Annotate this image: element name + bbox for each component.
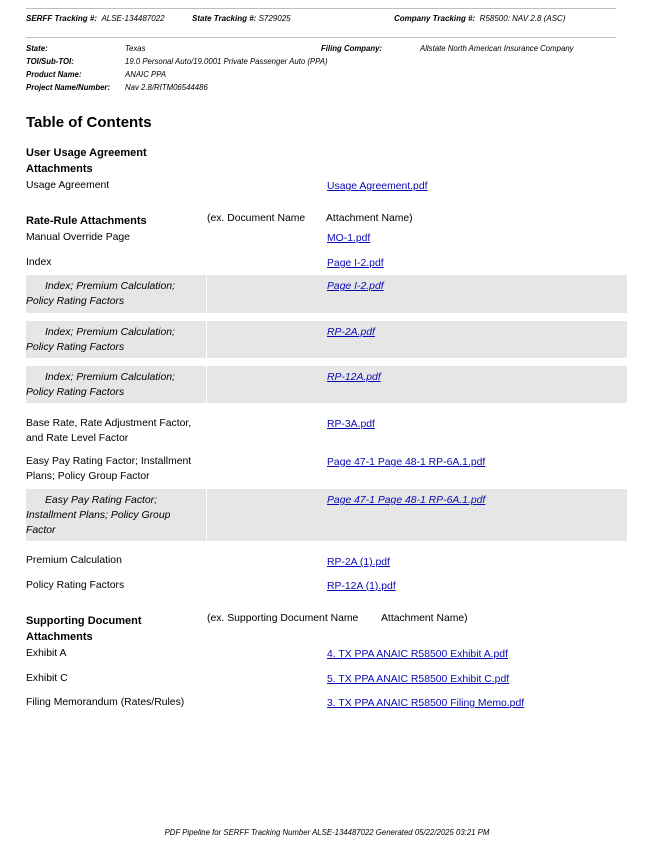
sub-row-rp-12a: [26, 366, 627, 403]
state-tracking-value: S729025: [258, 14, 291, 23]
supporting-col-attachment: Attachment Name): [381, 613, 468, 624]
top-rule: [26, 8, 616, 9]
exhibit-c-label: Exhibit C: [26, 673, 68, 684]
supporting-heading: [26, 613, 142, 645]
index-label: Index: [26, 257, 52, 268]
page-footer: PDF Pipeline for SERFF Tracking Number ALSE-134487022 Generated 05/22/2025 03:21 PM: [164, 828, 490, 837]
usage-agreement-label: Usage Agreement: [26, 180, 110, 191]
toi-value: 19.0 Personal Auto/19.0001 Private Passenger Auto (PPA): [125, 57, 328, 66]
user-usage-heading-line2: Attachments: [26, 163, 93, 175]
rate-rule-col-document: (ex. Document Name: [207, 213, 306, 224]
sub-row-rp-2a-link[interactable]: RP-2A.pdf: [327, 327, 375, 338]
sub-row-index-page: [26, 275, 627, 313]
rate-rule-heading: Rate-Rule Attachments: [26, 215, 147, 227]
sub-row-label: Easy Pay Rating Factor; Installment Plans; Policy Group Factor: [26, 495, 171, 536]
policy-rating-factors-link[interactable]: RP-12A (1).pdf: [327, 581, 396, 592]
base-rate-link[interactable]: RP-3A.pdf: [327, 419, 375, 430]
manual-override-label: Manual Override Page: [26, 232, 130, 243]
supporting-heading-line2: Attachments: [26, 631, 93, 643]
sub-row-easy-pay-link[interactable]: Page 47-1 Page 48-1 RP-6A.1.pdf: [327, 495, 486, 506]
sub-row-rp-2a: [26, 321, 627, 358]
sub-row-label: Index; Premium Calculation; Policy Rating Factors: [26, 372, 175, 398]
state-tracking-label: State Tracking #:: [192, 14, 257, 23]
serff-tracking-label: SERFF Tracking #:: [26, 14, 97, 23]
sub-row-easy-pay: [26, 489, 627, 541]
sub-row-rp-12a-link[interactable]: RP-12A.pdf: [327, 372, 381, 383]
filing-memo-label: Filing Memorandum (Rates/Rules): [26, 697, 185, 708]
base-rate-label: Base Rate, Rate Adjustment Factor, and Rate Level Factor: [26, 418, 192, 444]
filing-company-label: Filing Company:: [321, 44, 383, 53]
supporting-heading-line1: Supporting Document: [26, 615, 142, 627]
easy-pay-link[interactable]: Page 47-1 Page 48-1 RP-6A.1.pdf: [327, 457, 486, 468]
policy-rating-factors-label: Policy Rating Factors: [26, 580, 125, 591]
manual-override-link[interactable]: MO-1.pdf: [327, 233, 371, 244]
company-tracking: [394, 14, 566, 23]
premium-calculation-link[interactable]: RP-2A (1).pdf: [327, 557, 390, 568]
header-rule: [26, 37, 616, 38]
exhibit-c-link[interactable]: 5. TX PPA ANAIC R58500 Exhibit C.pdf: [327, 674, 510, 685]
project-value: Nav 2.8/RITM06544486: [125, 83, 208, 92]
supporting-col-document: (ex. Supporting Document Name: [207, 613, 359, 624]
filing-memo-link[interactable]: 3. TX PPA ANAIC R58500 Filing Memo.pdf: [327, 698, 525, 709]
premium-calculation-label: Premium Calculation: [26, 555, 122, 566]
page-title: Table of Contents: [26, 114, 152, 131]
state-tracking: [192, 14, 291, 23]
company-tracking-value: R58500: NAV 2.8 (ASC): [479, 14, 566, 23]
usage-agreement-link[interactable]: Usage Agreement.pdf: [327, 181, 428, 192]
company-tracking-label: Company Tracking #:: [394, 14, 476, 23]
exhibit-a-link[interactable]: 4. TX PPA ANAIC R58500 Exhibit A.pdf: [327, 649, 508, 660]
sub-row-label: Index; Premium Calculation; Policy Rating Factors: [26, 281, 175, 307]
project-label: Project Name/Number:: [26, 83, 111, 92]
state-value: Texas: [125, 44, 146, 53]
product-value: ANAIC PPA: [125, 70, 167, 79]
state-label: State:: [26, 44, 48, 53]
serff-tracking: [26, 14, 165, 23]
serff-tracking-value: ALSE-134487022: [101, 14, 165, 23]
easy-pay-label: Easy Pay Rating Factor; Installment Plans; Policy Group Factor: [26, 456, 192, 482]
sub-row-index-link[interactable]: Page I-2.pdf: [327, 281, 384, 292]
user-usage-heading-line1: User Usage Agreement: [26, 147, 147, 159]
product-label: Product Name:: [26, 70, 82, 79]
toi-label: TOI/Sub-TOI:: [26, 57, 74, 66]
filing-company-value: Allstate North American Insurance Company: [420, 44, 574, 53]
rate-rule-col-attachment: Attachment Name): [326, 213, 413, 224]
exhibit-a-label: Exhibit A: [26, 648, 67, 659]
sub-row-label: Index; Premium Calculation; Policy Rating Factors: [26, 327, 175, 353]
user-usage-heading: [26, 145, 147, 177]
index-link[interactable]: Page I-2.pdf: [327, 258, 384, 269]
